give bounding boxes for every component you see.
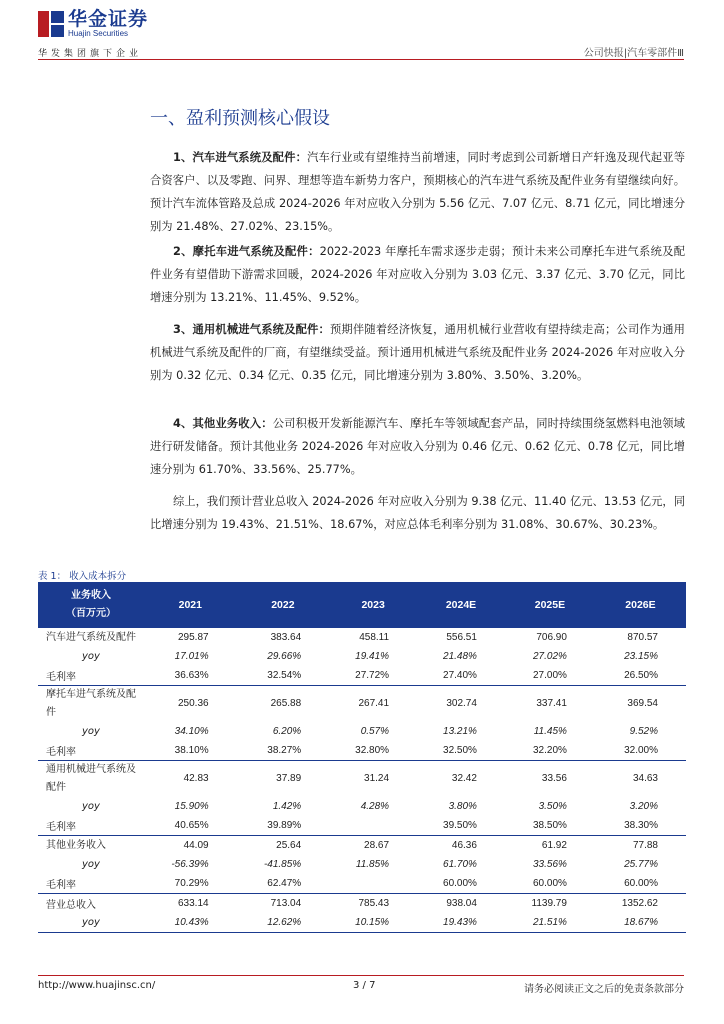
year-header: 2024E [417,582,505,628]
table-cell: 27.02% [533,651,567,662]
table-cell: 337.41 [536,698,567,709]
year-header: 2025E [505,582,595,628]
table-cell: 1352.62 [621,898,658,909]
table-cell: 17.01% [174,651,209,662]
table-cell: 33.56 [541,773,567,784]
table-cell: 29.66% [267,651,302,662]
logo-name-cn: 华金证券 [68,8,149,30]
table-cell: 60.00% [595,874,686,894]
table-cell: 10.43% [144,913,237,933]
year-header: 2023 [329,582,417,628]
table-cell: 10.15% [329,913,417,933]
table-row-revenue [38,836,686,856]
table-cell: 265.88 [270,698,302,709]
table-caption: 表 1： 收入成本拆分 [38,571,127,582]
table-row-yoy [38,722,686,741]
table-cell: 34.10% [174,726,209,737]
paragraph-general-machinery [150,318,685,387]
table-cell: 32.50% [417,741,505,761]
header-business-label: 业务收入 （百万元） [38,582,144,628]
table-cell: 250.36 [178,698,209,709]
table-row-revenue [38,628,686,647]
table-cell: 19.41% [355,651,390,662]
row-label: 毛利率 [38,666,144,686]
header-divider [38,59,684,60]
table-cell: 267.41 [358,698,390,709]
table-cell: 11.85% [355,859,390,870]
paragraph-text: 预期伴随着经济恢复，通用机械行业营收有望持续走高；公司作为通用机械进气系统及配件的厂商，有望继续受益。预计通用机械进气系统及配件业务 2024-2026 年对应收入分别为 0.32 亿元、0.34 亿元、0.35 亿元，同比增速分别为 3.80%、3.50%、3.20%。 [150,323,685,382]
table-cell: 42.83 [183,773,209,784]
segment-name: 通用机械进气系统及配件 [46,764,136,793]
table-row-gross-margin [38,874,686,894]
table-row-revenue [38,686,686,723]
table-cell: 713.04 [270,898,302,909]
table-row-total-yoy [38,913,686,933]
row-label: yoy [82,726,100,737]
table-cell: 458.11 [359,631,390,643]
table-cell: 40.65% [144,816,237,836]
table-cell: 938.04 [446,898,477,909]
year-header: 2026E [595,582,686,628]
table-cell: 60.00% [505,874,595,894]
table-cell: 21.51% [505,913,595,933]
page-number: 3 / 7 [353,980,376,991]
paragraph-text: 综上，我们预计营业总收入 2024-2026 年对应收入分别为 9.38 亿元、11.40 亿元、13.53 亿元，同比增速分别为 19.43%、21.51%、18.67%，对应总体毛利率分别为 31.08%、30.67%、30.23%。 [150,495,685,531]
report-type: 公司快报|汽车零部件Ⅲ [583,48,684,59]
table-cell: 3.20% [629,801,658,812]
segment-name: 汽车进气系统及配件 [46,631,136,643]
table-cell: 369.54 [627,698,658,709]
table-cell: 15.90% [174,801,209,812]
table-cell: 31.24 [364,773,390,784]
table-cell: 61.92 [541,839,567,851]
table-cell [329,874,417,894]
segment-name: 摩托车进气系统及配件 [46,689,136,718]
table-cell: 32.42 [451,773,477,784]
row-label: yoy [82,651,100,662]
table-cell: 28.67 [364,839,390,851]
table-cell [329,816,417,836]
paragraph-lead: 1、汽车进气系统及配件： [173,151,308,164]
table-cell: 302.74 [446,698,477,709]
table-cell: 32.54% [237,666,330,686]
table-cell: -41.85% [263,859,302,870]
table-cell: 9.52% [629,726,658,737]
table-cell: 13.21% [443,726,477,737]
footer-website-link[interactable]: http://www.huajinsc.cn/ [38,980,156,991]
table-cell: 870.57 [627,631,658,643]
table-cell: 11.45% [533,726,567,737]
table-cell: 61.70% [443,859,477,870]
row-label: yoy [82,801,100,812]
logo-icon [38,11,64,37]
row-label: 毛利率 [38,816,144,836]
paragraph-auto-intake [150,146,685,238]
table-cell: 3.80% [448,801,477,812]
table-cell: 37.89 [276,773,302,784]
paragraph-summary [150,490,685,536]
table-cell: 12.62% [237,913,330,933]
footer-disclaimer: 请务必阅读正文之后的免责条款部分 [524,984,684,995]
paragraph-other-business [150,412,685,481]
table-row-yoy [38,855,686,874]
table-cell: 38.27% [237,741,330,761]
table-cell: 33.56% [533,859,567,870]
table-cell: 27.00% [505,666,595,686]
table-cell: 38.50% [505,816,595,836]
table-cell: 26.50% [595,666,686,686]
paragraph-motorcycle-intake [150,240,685,309]
table-cell: 39.89% [237,816,330,836]
table-cell: 77.88 [632,839,658,851]
table-row-gross-margin [38,816,686,836]
table-cell: 1139.79 [531,898,567,909]
table-cell: 46.36 [451,839,477,851]
table-cell: 39.50% [417,816,505,836]
company-tagline: 华发集团旗下企业 [38,49,143,59]
table-cell: 32.00% [595,741,686,761]
table-cell: 18.67% [595,913,686,933]
table-cell: 706.90 [536,631,567,643]
paragraph-text: 2022-2023 年摩托车需求逐步走弱；预计未来公司摩托车进气系统及配件业务有望借助下游需求回暖，2024-2026 年对应收入分别为 3.03 亿元、3.37 亿元、3.70 亿元，同比增速分别为 13.21%、11.45%、9.52%。 [150,245,685,304]
row-label: 毛利率 [38,874,144,894]
paragraph-text: 公司积极开发新能源汽车、摩托车等领域配套产品，同时持续围绕氢燃料电池领域进行研发储备。预计其他业务 2024-2026 年对应收入分别为 0.46 亿元、0.62 亿元、0.78 亿元，同比增速分别为 61.70%、33.56%、25.77%。 [150,417,685,476]
table-cell: 38.10% [144,741,237,761]
table-cell: 32.20% [505,741,595,761]
table-row-revenue [38,761,686,798]
table-cell: 383.64 [270,631,302,643]
table-row-yoy [38,647,686,666]
table-cell: 6.20% [272,726,302,737]
table-cell: 556.51 [446,631,477,643]
segment-name: 营业总收入 [46,900,96,911]
table-cell: 70.29% [144,874,237,894]
table-cell: 295.87 [178,631,209,643]
paragraph-lead: 3、通用机械进气系统及配件： [173,323,330,336]
table-cell: 21.48% [443,651,477,662]
table-cell: 25.77% [624,859,658,870]
table-cell: 3.50% [538,801,567,812]
table-cell: 785.43 [358,898,390,909]
revenue-cost-table [38,582,686,933]
table-row-gross-margin [38,741,686,761]
table-cell: 62.47% [237,874,330,894]
table-cell: 633.14 [178,898,209,909]
segment-name: 其他业务收入 [46,839,106,851]
table-cell: 32.80% [329,741,417,761]
footer-divider [38,975,684,976]
row-label: yoy [82,859,100,870]
year-header: 2022 [237,582,330,628]
logo-name-en: Huajin Securities [68,29,129,38]
table-cell: 38.30% [595,816,686,836]
paragraph-lead: 4、其他业务收入： [173,417,273,430]
table-cell: 36.63% [144,666,237,686]
table-cell: 4.28% [360,801,390,812]
row-label: yoy [38,913,144,933]
table-cell: 60.00% [417,874,505,894]
table-cell: 27.72% [329,666,417,686]
paragraph-text: 汽车行业或有望维持当前增速，同时考虑到公司新增日产轩逸及现代起亚等合资客户、以及零跑、问界、理想等造车新势力客户，预期核心的汽车进气系统及配件业务有望继续向好。预计汽车流体管路及总成 2024-2026 年对应收入分别为 5.56 亿元、7.07 亿元、8.71 亿元，同比增速分别为 21.48%、27.02%、23.15%。 [150,151,685,233]
table-row-total-revenue [38,894,686,914]
row-label: 毛利率 [38,741,144,761]
table-cell: 0.57% [360,726,390,737]
table-cell: -56.39% [171,859,209,870]
table-cell: 34.63 [632,773,658,784]
table-header-row [38,582,686,628]
table-row-yoy [38,797,686,816]
table-cell: 19.43% [417,913,505,933]
table-cell: 23.15% [624,651,658,662]
section-title: 一、盈利预测核心假设 [150,108,330,129]
paragraph-lead: 2、摩托车进气系统及配件： [173,245,320,258]
table-cell: 1.42% [272,801,302,812]
table-cell: 44.09 [183,839,209,851]
table-cell: 25.64 [276,839,302,851]
table-cell: 27.40% [417,666,505,686]
year-header: 2021 [144,582,237,628]
table-row-gross-margin [38,666,686,686]
company-logo [38,9,148,38]
